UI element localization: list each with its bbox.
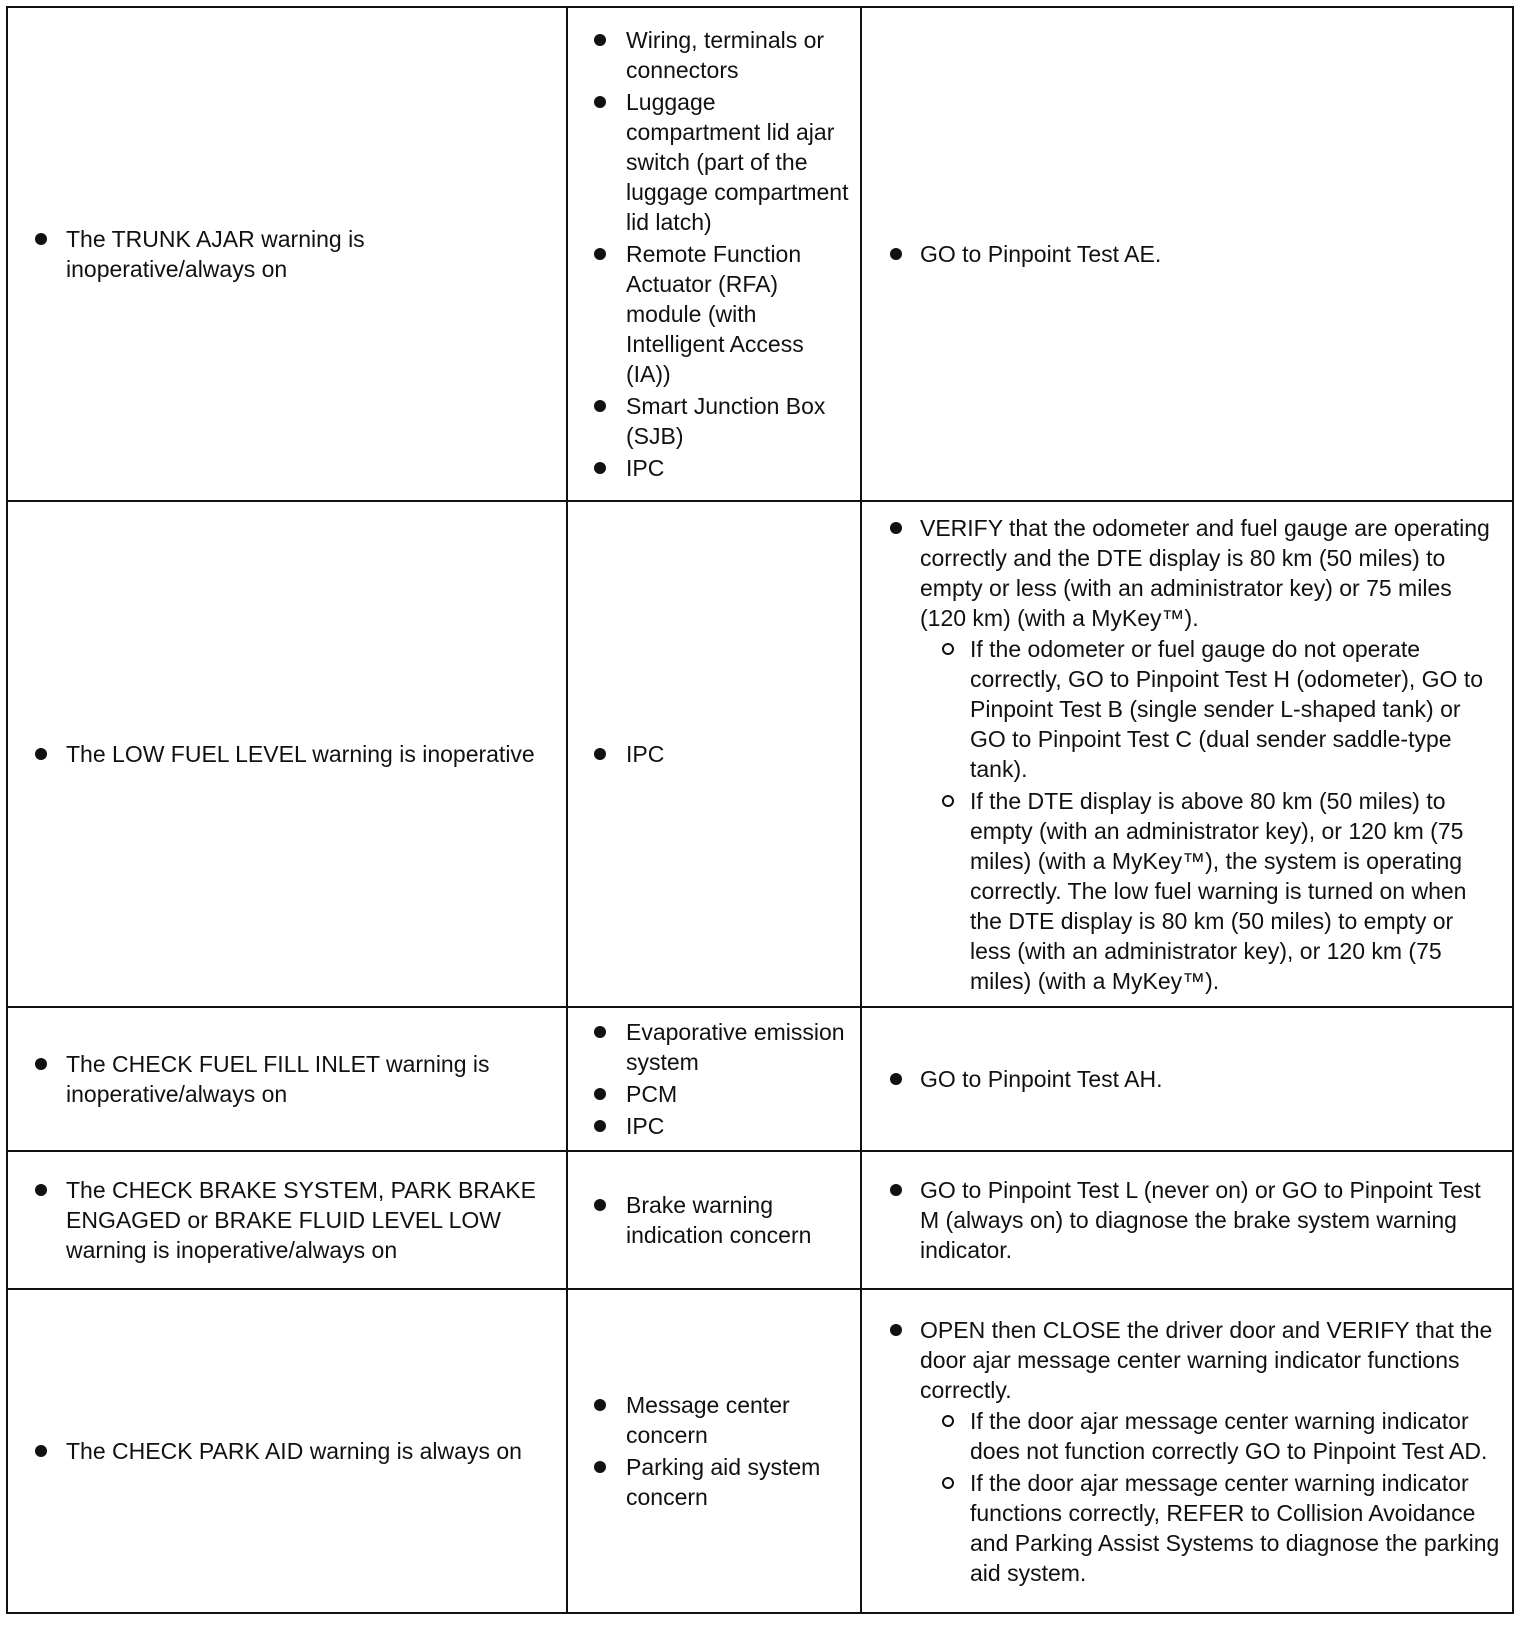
action-subitem: If the DTE display is above 80 km (50 miles) to empty (with an administrator key), or 120 km (75 miles) (with a MyKey™), the system is operating correctly. The low fuel warning is turned on when the DTE display is 80 km (50 miles) to empty or less (with an administrator key), or 120 km (75 miles) (with a MyKey™). [920,786,1500,996]
condition-text: The LOW FUEL LEVEL warning is inoperative [8,739,566,769]
symptom-chart-table [6,6,1514,1614]
action-text: VERIFY that the odometer and fuel gauge are operating correctly and the DTE display is 80 km (50 miles) to empty or less (with an administrator key) or 75 miles (120 km) (with a MyKey™). [920,514,1490,631]
possible-source-cell [567,501,861,1007]
condition-cell [7,1151,567,1289]
action-item [862,513,1512,996]
table-row [7,7,1513,501]
possible-source-item: Remote Function Actuator (RFA) module (with Intelligent Access (IA)) [568,239,860,389]
possible-source-cell [567,7,861,501]
action-item [862,1315,1512,1588]
possible-source-item: Luggage compartment lid ajar switch (part of the luggage compartment lid latch) [568,87,860,237]
condition-cell [7,501,567,1007]
table-row [7,1007,1513,1151]
possible-source-item: Smart Junction Box (SJB) [568,391,860,451]
possible-source-item: Evaporative emission system [568,1017,860,1077]
action-cell [861,7,1513,501]
action-cell [861,1007,1513,1151]
table-row [7,1151,1513,1289]
possible-source-item: IPC [568,739,860,769]
condition-text: The TRUNK AJAR warning is inoperative/always on [8,224,566,284]
condition-text: The CHECK PARK AID warning is always on [8,1436,566,1466]
possible-source-cell [567,1151,861,1289]
possible-source-cell [567,1007,861,1151]
possible-source-item: Parking aid system concern [568,1452,860,1512]
possible-source-item: Message center concern [568,1390,860,1450]
action-subitem: If the odometer or fuel gauge do not operate correctly, GO to Pinpoint Test H (odometer), GO to Pinpoint Test B (single sender L-shaped tank) or GO to Pinpoint Test C (dual sender saddle-type tank). [920,634,1500,784]
table-row [7,501,1513,1007]
possible-source-item: IPC [568,453,860,483]
possible-source-item: Wiring, terminals or connectors [568,25,860,85]
possible-source-cell [567,1289,861,1613]
table-row [7,1289,1513,1613]
action-cell [861,1289,1513,1613]
condition-cell [7,1289,567,1613]
action-text: GO to Pinpoint Test AE. [862,239,1512,269]
condition-cell [7,1007,567,1151]
action-text: OPEN then CLOSE the driver door and VERIFY that the door ajar message center warning indicator functions correctly. [920,1316,1493,1403]
possible-source-item: Brake warning indication concern [568,1190,860,1250]
action-subitem: If the door ajar message center warning indicator does not function correctly GO to Pinpoint Test AD. [920,1406,1500,1466]
action-cell [861,1151,1513,1289]
action-cell [861,501,1513,1007]
action-text: GO to Pinpoint Test L (never on) or GO to Pinpoint Test M (always on) to diagnose the brake system warning indicator. [862,1175,1512,1265]
condition-cell [7,7,567,501]
action-text: GO to Pinpoint Test AH. [862,1064,1512,1094]
condition-text: The CHECK FUEL FILL INLET warning is inoperative/always on [8,1049,566,1109]
possible-source-item: PCM [568,1079,860,1109]
action-subitem: If the door ajar message center warning indicator functions correctly, REFER to Collision Avoidance and Parking Assist Systems to diagnose the parking aid system. [920,1468,1500,1588]
condition-text: The CHECK BRAKE SYSTEM, PARK BRAKE ENGAGED or BRAKE FLUID LEVEL LOW warning is inoperative/always on [8,1175,566,1265]
possible-source-item: IPC [568,1111,860,1141]
